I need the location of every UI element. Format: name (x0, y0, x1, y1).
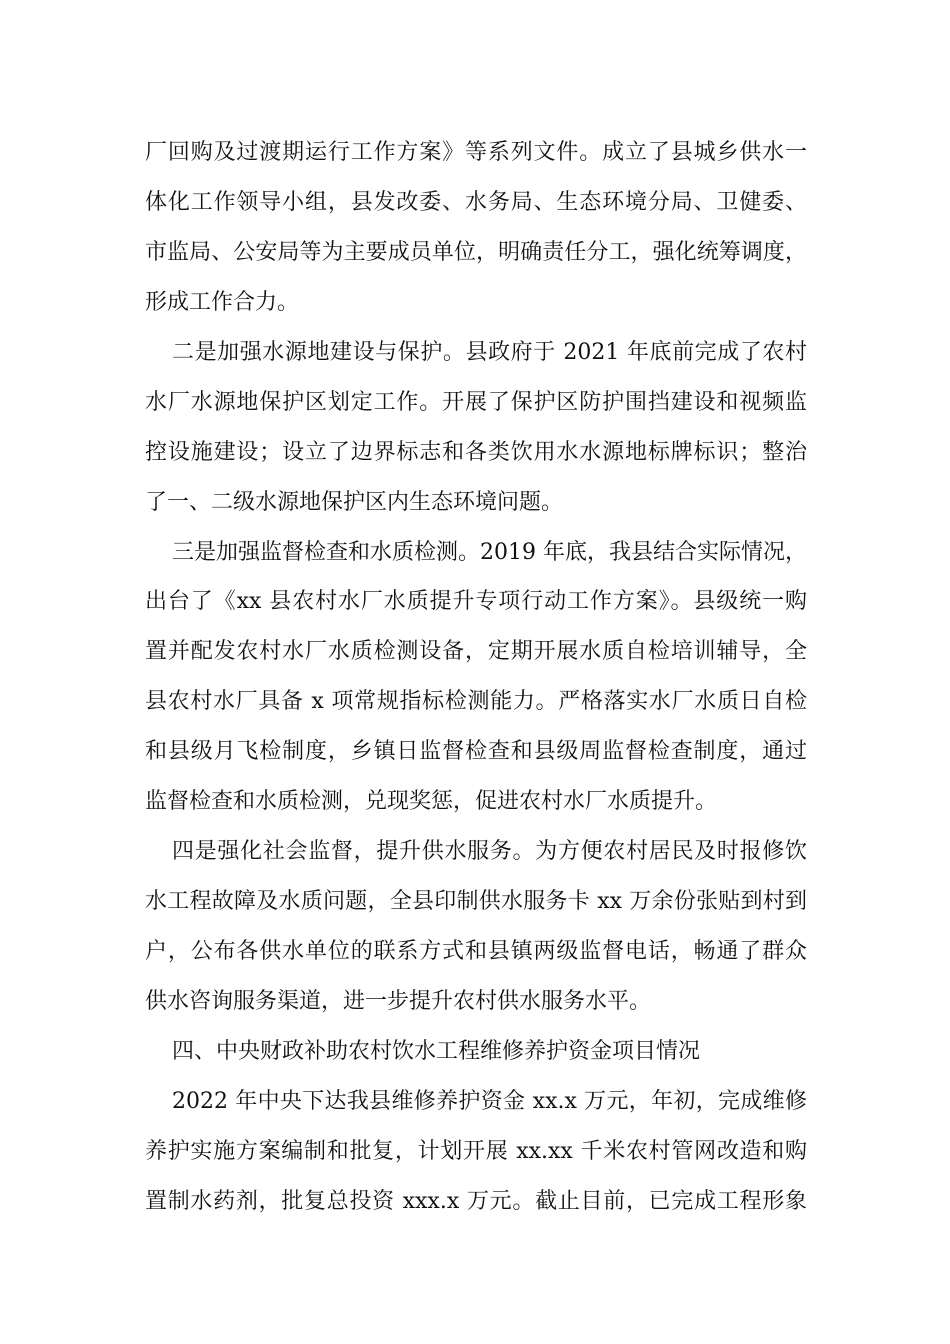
text-line: 置制水药剂，批复总投资 xxx.x 万元。截止目前，已完成工程形象 (145, 1188, 807, 1214)
text-line: 水工程故障及水质问题，全县印制供水服务卡 xx 万余份张贴到村到 (145, 889, 807, 915)
text-line: 控设施建设；设立了边界标志和各类饮用水水源地标牌标识；整治 (145, 439, 807, 465)
text-line: 四是强化社会监督，提升供水服务。为方便农村居民及时报修饮 (172, 839, 807, 865)
text-line: 供水咨询服务渠道，进一步提升农村供水服务水平。 (145, 988, 652, 1014)
text-line: 二是加强水源地建设与保护。县政府于 2021 年底前完成了农村 (172, 339, 807, 365)
text-line: 户，公布各供水单位的联系方式和县镇两级监督电话，畅通了群众 (145, 939, 807, 964)
text-line: 2022 年中央下达我县维修养护资金 xx.x 万元，年初，完成维修 (172, 1088, 807, 1114)
paragraph (145, 827, 807, 1027)
paragraph (145, 1027, 807, 1077)
text-line: 水厂水源地保护区划定工作。开展了保护区防护围挡建设和视频监 (145, 389, 807, 415)
text-line: 厂回购及过渡期运行工作方案》等系列文件。成立了县城乡供水一 (145, 140, 807, 165)
paragraph (145, 1077, 807, 1227)
text-line: 出台了《xx 县农村水厂水质提升专项行动工作方案》。县级统一购 (145, 589, 807, 615)
document-page (145, 128, 807, 1227)
paragraph (145, 528, 807, 828)
text-line: 置并配发农村水厂水质检测设备，定期开展水质自检培训辅导，全 (145, 639, 807, 665)
text-line: 四、中央财政补助农村饮水工程维修养护资金项目情况 (172, 1038, 701, 1064)
text-line: 监督检查和水质检测，兑现奖惩，促进农村水厂水质提升。 (145, 789, 718, 815)
text-line: 体化工作领导小组，县发改委、水务局、生态环境分局、卫健委、 (145, 189, 807, 215)
text-line: 了一、二级水源地保护区内生态环境问题。 (145, 489, 564, 515)
text-line: 形成工作合力。 (145, 289, 300, 315)
text-line: 和县级月飞检制度，乡镇日监督检查和县级周监督检查制度，通过 (145, 739, 807, 765)
text-line: 市监局、公安局等为主要成员单位，明确责任分工，强化统筹调度， (145, 239, 807, 265)
paragraph (145, 128, 807, 328)
paragraph (145, 328, 807, 528)
text-line: 三是加强监督检查和水质检测。2019 年底，我县结合实际情况， (172, 539, 807, 565)
text-line: 养护实施方案编制和批复，计划开展 xx.xx 千米农村管网改造和购 (145, 1138, 807, 1164)
text-line: 县农村水厂具备 x 项常规指标检测能力。严格落实水厂水质日自检 (145, 689, 807, 715)
